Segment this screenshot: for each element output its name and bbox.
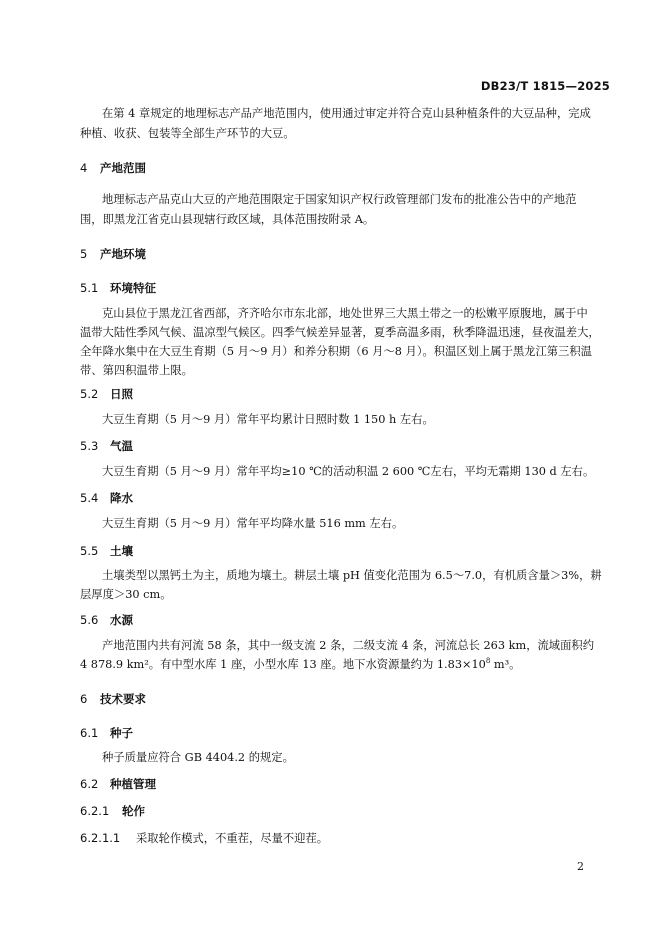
text-run: m³。 (490, 658, 521, 671)
section-5-4-heading (80, 490, 133, 506)
section-5-4-line-1: 大豆生育期（5 月～9 月）常年平均降水量 516 mm 左右。 (102, 517, 404, 530)
section-4-line-1: 地理标志产品克山大豆的产地范围限定于国家知识产权行政管理部门发布的批准公告中的产地范 (102, 193, 577, 206)
section-5-2-line-1: 大豆生育期（5 月～9 月）常年平均累计日照时数 1 150 h 左右。 (102, 413, 434, 426)
section-title: 环境特征 (110, 281, 156, 295)
section-5-1-line-1: 克山县位于黑龙江省西部，齐齐哈尔市东北部，地处世界三大黑土带之一的松嫩平原腹地，属于中 (102, 307, 588, 320)
section-number: 6.2.1.1 (80, 831, 121, 845)
section-number: 5.4 (80, 491, 99, 505)
section-title: 轮作 (122, 804, 145, 818)
section-6-2-1-heading (80, 803, 145, 819)
section-5-6-line-1: 产地范围内共有河流 58 条，其中一级支流 2 条，二级支流 4 条，河流总长 263 km，流域面积约 (102, 639, 594, 652)
section-number: 6 (80, 692, 88, 706)
intro-line-2: 种植、收获、包装等全部生产环节的大豆。 (80, 127, 295, 140)
section-6-1-line-1: 种子质量应符合 GB 4404.2 的规定。 (102, 751, 294, 764)
section-5-5-heading (80, 543, 133, 559)
section-title: 降水 (110, 491, 133, 505)
section-5-6-line-2 (80, 655, 520, 675)
section-5-5-line-2: 层厚度＞30 cm。 (80, 588, 172, 601)
section-5-1-line-2: 温带大陆性季风气候、温凉型气候区。四季气候差异显著，夏季高温多雨，秋季降温迅速，昼夜温差大， (80, 326, 600, 339)
section-5-2-heading (80, 386, 133, 402)
section-title: 产地环境 (100, 247, 146, 261)
section-title: 日照 (110, 387, 133, 401)
page-number: 2 (577, 860, 584, 873)
section-title: 种子 (110, 726, 133, 740)
section-number: 5.2 (80, 387, 99, 401)
item-text: 采取轮作模式，不重茬，尽量不迎茬。 (136, 832, 329, 845)
section-number: 6.2.1 (80, 804, 110, 818)
section-5-3-heading (80, 438, 133, 454)
section-title: 种植管理 (110, 777, 156, 791)
section-6-2-heading (80, 776, 156, 792)
section-number: 5.1 (80, 281, 99, 295)
intro-line-1: 在第 4 章规定的地理标志产品产地范围内，使用通过审定并符合克山县种植条件的大豆品种，完成 (102, 107, 591, 120)
section-number: 5 (80, 247, 88, 261)
section-title: 技术要求 (100, 692, 146, 706)
section-5-5-line-1: 土壤类型以黑钙土为主，质地为壤土。耕层土壤 pH 值变化范围为 6.5～7.0，有机质含量＞3%，耕 (102, 569, 602, 582)
section-6-2-1-1-item (80, 829, 328, 849)
section-5-1-line-4: 带、第四积温带上限。 (80, 364, 193, 377)
section-5-1-heading (80, 280, 156, 296)
section-5-3-line-1: 大豆生育期（5 月～9 月）常年平均≥10 ℃的活动积温 2 600 ℃左右，平均无霜期 130 d 左右。 (102, 465, 595, 478)
section-number: 5.5 (80, 544, 99, 558)
section-6-heading (80, 691, 146, 707)
section-title: 产地范围 (100, 161, 146, 175)
standard-code: DB23/T 1815—2025 (480, 79, 610, 93)
section-4-line-2: 围，即黑龙江省克山县现辖行政区域，具体范围按附录 A。 (80, 213, 375, 226)
section-5-heading (80, 246, 146, 262)
section-5-1-line-3: 全年降水集中在大豆生育期（5 月～9 月）和养分积期（6 月～8 月）。积温区划上属于黑龙江第三积温 (80, 345, 592, 358)
section-title: 水源 (110, 613, 133, 627)
section-4-heading (80, 160, 146, 176)
section-title: 土壤 (110, 544, 133, 558)
section-number: 5.3 (80, 439, 99, 453)
section-5-6-heading (80, 612, 133, 628)
superscript: 8 (485, 657, 491, 665)
section-number: 6.1 (80, 726, 99, 740)
section-number: 4 (80, 161, 88, 175)
section-number: 5.6 (80, 613, 99, 627)
section-number: 6.2 (80, 777, 99, 791)
section-title: 气温 (110, 439, 133, 453)
text-run: 4 878.9 km²。有中型水库 1 座，小型水库 13 座。地下水资源量约为 1.83×10 (80, 658, 486, 671)
section-6-1-heading (80, 725, 133, 741)
